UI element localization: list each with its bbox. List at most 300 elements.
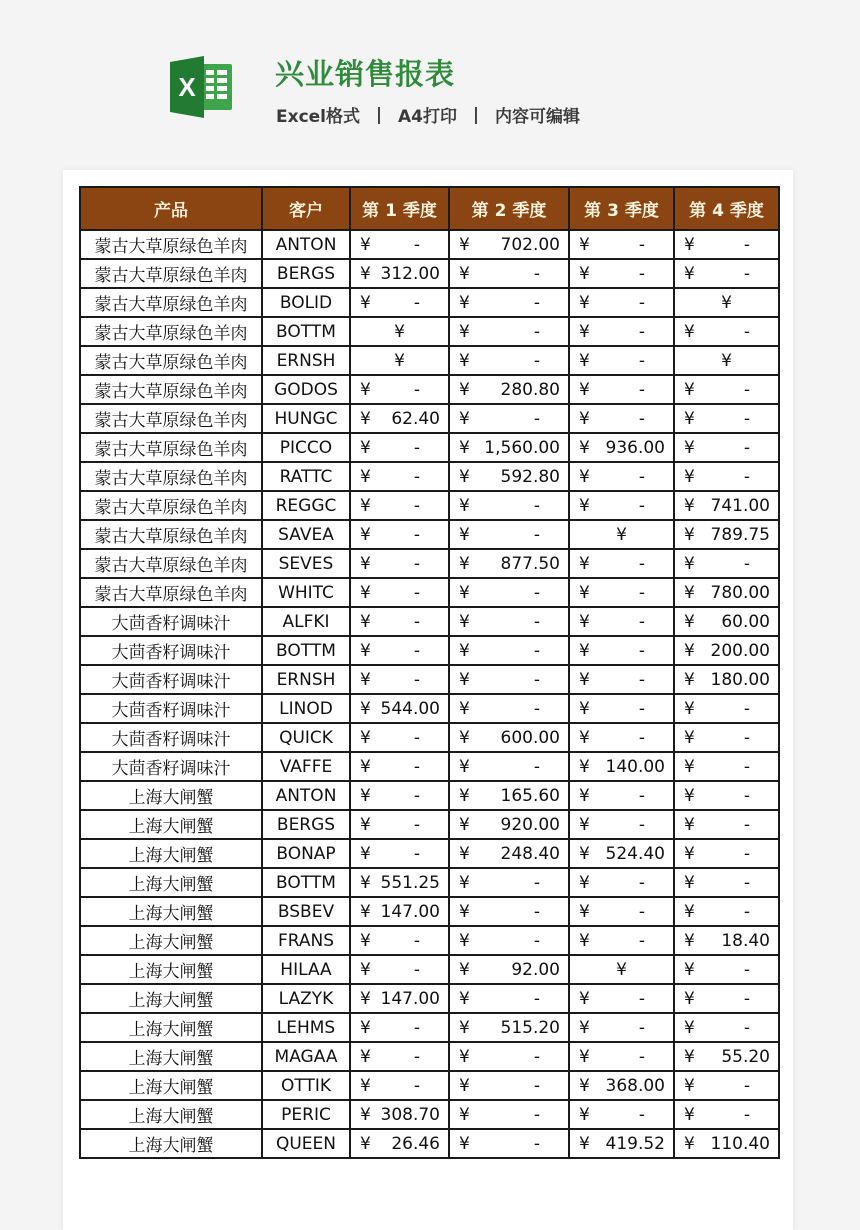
cell-q1[interactable] — [350, 375, 449, 404]
currency-symbol: ¥ — [459, 843, 470, 864]
currency-symbol: ¥ — [459, 988, 470, 1009]
cell-q2[interactable] — [449, 926, 569, 955]
cell-q2[interactable] — [449, 491, 569, 520]
table-row — [80, 607, 779, 636]
cell-customer[interactable]: PICCO — [262, 433, 350, 462]
cell-product[interactable]: 大茴香籽调味汁 — [80, 636, 262, 665]
cell-product[interactable]: 上海大闸蟹 — [80, 810, 262, 839]
cell-q2[interactable] — [449, 433, 569, 462]
cell-q1[interactable] — [350, 868, 449, 897]
cell-q3[interactable] — [569, 868, 674, 897]
column-header-q1[interactable]: 第 1 季度 — [350, 187, 449, 230]
amount-value: - — [413, 1017, 420, 1038]
cell-q3[interactable] — [569, 259, 674, 288]
amount-value: - — [533, 292, 540, 313]
cell-q4[interactable] — [674, 723, 779, 752]
cell-customer[interactable]: BOTTM — [262, 868, 350, 897]
amount-value: - — [638, 727, 645, 748]
currency-symbol: ¥ — [360, 640, 371, 661]
cell-q1[interactable] — [350, 1013, 449, 1042]
cell-q1[interactable] — [350, 607, 449, 636]
column-header-q3[interactable]: 第 3 季度 — [569, 187, 674, 230]
amount-value: 551.25 — [380, 872, 440, 893]
cell-q1[interactable] — [350, 636, 449, 665]
currency-symbol: ¥ — [684, 843, 695, 864]
cell-q3[interactable] — [569, 549, 674, 578]
currency-symbol: ¥ — [394, 321, 405, 342]
cell-q1[interactable] — [350, 926, 449, 955]
cell-q3[interactable] — [569, 1013, 674, 1042]
cell-customer[interactable]: HILAA — [262, 955, 350, 984]
amount-value: - — [413, 1075, 420, 1096]
table-row — [80, 317, 779, 346]
currency-symbol: ¥ — [459, 698, 470, 719]
amount-value: - — [743, 1075, 750, 1096]
cell-q4[interactable] — [674, 520, 779, 549]
cell-q4[interactable] — [674, 694, 779, 723]
cell-customer[interactable]: BONAP — [262, 839, 350, 868]
cell-product[interactable]: 蒙古大草原绿色羊肉 — [80, 230, 262, 259]
cell-q1[interactable] — [350, 259, 449, 288]
cell-q4[interactable] — [674, 1129, 779, 1158]
cell-q3[interactable] — [569, 346, 674, 375]
cell-q1[interactable] — [350, 984, 449, 1013]
currency-symbol: ¥ — [360, 814, 371, 835]
cell-q3[interactable] — [569, 433, 674, 462]
currency-symbol: ¥ — [459, 1075, 470, 1096]
cell-q2[interactable] — [449, 607, 569, 636]
cell-q1[interactable] — [350, 665, 449, 694]
column-header-customer[interactable]: 客户 — [262, 187, 350, 230]
cell-q1[interactable] — [350, 433, 449, 462]
cell-product[interactable]: 蒙古大草原绿色羊肉 — [80, 259, 262, 288]
table-row — [80, 723, 779, 752]
amount-value: - — [533, 930, 540, 951]
amount-value: - — [638, 1104, 645, 1125]
currency-symbol: ¥ — [360, 466, 371, 487]
currency-symbol: ¥ — [459, 640, 470, 661]
cell-q3[interactable] — [569, 230, 674, 259]
cell-customer[interactable]: WHITC — [262, 578, 350, 607]
cell-q2[interactable] — [449, 694, 569, 723]
cell-q3[interactable] — [569, 723, 674, 752]
cell-customer[interactable]: ERNSH — [262, 346, 350, 375]
cell-q2[interactable] — [449, 1013, 569, 1042]
cell-q3[interactable] — [569, 955, 674, 984]
cell-product[interactable]: 大茴香籽调味汁 — [80, 723, 262, 752]
amount-value: - — [533, 350, 540, 371]
amount-value: - — [413, 611, 420, 632]
currency-symbol: ¥ — [579, 1133, 590, 1154]
cell-product[interactable]: 上海大闸蟹 — [80, 984, 262, 1013]
cell-product[interactable]: 上海大闸蟹 — [80, 1100, 262, 1129]
cell-q1[interactable] — [350, 288, 449, 317]
cell-customer[interactable]: BERGS — [262, 810, 350, 839]
amount-value: - — [413, 495, 420, 516]
cell-q3[interactable] — [569, 636, 674, 665]
cell-q2[interactable] — [449, 549, 569, 578]
currency-symbol: ¥ — [459, 930, 470, 951]
cell-customer[interactable]: PERIC — [262, 1100, 350, 1129]
cell-q4[interactable] — [674, 375, 779, 404]
amount-value: 936.00 — [605, 437, 665, 458]
cell-q4[interactable] — [674, 752, 779, 781]
cell-q4[interactable] — [674, 288, 779, 317]
cell-q3[interactable] — [569, 897, 674, 926]
currency-symbol: ¥ — [684, 408, 695, 429]
cell-product[interactable]: 上海大闸蟹 — [80, 1129, 262, 1158]
amount-value: 92.00 — [511, 959, 560, 980]
currency-symbol: ¥ — [360, 408, 371, 429]
cell-product[interactable]: 蒙古大草原绿色羊肉 — [80, 317, 262, 346]
cell-product[interactable]: 上海大闸蟹 — [80, 1071, 262, 1100]
cell-q1[interactable] — [350, 346, 449, 375]
currency-symbol: ¥ — [684, 1075, 695, 1096]
cell-q1[interactable] — [350, 230, 449, 259]
cell-q2[interactable] — [449, 955, 569, 984]
cell-product[interactable]: 蒙古大草原绿色羊肉 — [80, 346, 262, 375]
cell-q2[interactable] — [449, 897, 569, 926]
amount-value: 147.00 — [380, 901, 440, 922]
currency-symbol: ¥ — [616, 959, 627, 980]
currency-symbol: ¥ — [360, 1075, 371, 1096]
cell-q2[interactable] — [449, 462, 569, 491]
cell-q3[interactable] — [569, 1071, 674, 1100]
cell-customer[interactable]: FRANS — [262, 926, 350, 955]
table-row — [80, 230, 779, 259]
currency-symbol: ¥ — [459, 611, 470, 632]
amount-value: - — [413, 669, 420, 690]
currency-symbol: ¥ — [459, 408, 470, 429]
cell-q4[interactable] — [674, 1071, 779, 1100]
cell-customer[interactable]: GODOS — [262, 375, 350, 404]
amount-value: - — [638, 814, 645, 835]
cell-customer[interactable]: MAGAA — [262, 1042, 350, 1071]
cell-product[interactable]: 大茴香籽调味汁 — [80, 607, 262, 636]
cell-q3[interactable] — [569, 288, 674, 317]
cell-product[interactable]: 大茴香籽调味汁 — [80, 752, 262, 781]
cell-product[interactable]: 上海大闸蟹 — [80, 1042, 262, 1071]
cell-product[interactable]: 上海大闸蟹 — [80, 897, 262, 926]
cell-product[interactable]: 上海大闸蟹 — [80, 868, 262, 897]
cell-q2[interactable] — [449, 317, 569, 346]
column-header-product[interactable]: 产品 — [80, 187, 262, 230]
cell-customer[interactable]: BERGS — [262, 259, 350, 288]
currency-symbol: ¥ — [459, 292, 470, 313]
currency-symbol: ¥ — [579, 669, 590, 690]
currency-symbol: ¥ — [721, 350, 732, 371]
cell-q1[interactable] — [350, 1100, 449, 1129]
cell-q1[interactable] — [350, 317, 449, 346]
currency-symbol: ¥ — [360, 379, 371, 400]
currency-symbol: ¥ — [360, 901, 371, 922]
currency-symbol: ¥ — [394, 350, 405, 371]
cell-q1[interactable] — [350, 404, 449, 433]
table-header-row — [80, 187, 779, 230]
cell-q3[interactable] — [569, 665, 674, 694]
currency-symbol: ¥ — [684, 1046, 695, 1067]
cell-q3[interactable] — [569, 839, 674, 868]
subtitle-separator: | — [375, 104, 383, 125]
cell-product[interactable]: 上海大闸蟹 — [80, 781, 262, 810]
table-row — [80, 636, 779, 665]
cell-product[interactable]: 蒙古大草原绿色羊肉 — [80, 549, 262, 578]
cell-customer[interactable]: ERNSH — [262, 665, 350, 694]
cell-customer[interactable]: HUNGC — [262, 404, 350, 433]
currency-symbol: ¥ — [360, 437, 371, 458]
cell-product[interactable]: 大茴香籽调味汁 — [80, 694, 262, 723]
cell-product[interactable]: 大茴香籽调味汁 — [80, 665, 262, 694]
amount-value: - — [743, 379, 750, 400]
currency-symbol: ¥ — [459, 379, 470, 400]
cell-product[interactable]: 上海大闸蟹 — [80, 839, 262, 868]
cell-q3[interactable] — [569, 984, 674, 1013]
amount-value: - — [743, 234, 750, 255]
amount-value: 110.40 — [710, 1133, 770, 1154]
cell-q3[interactable] — [569, 1100, 674, 1129]
amount-value: - — [743, 1017, 750, 1038]
cell-customer[interactable]: LAZYK — [262, 984, 350, 1013]
table-row — [80, 897, 779, 926]
currency-symbol: ¥ — [459, 1046, 470, 1067]
cell-q1[interactable] — [350, 491, 449, 520]
cell-q2[interactable] — [449, 868, 569, 897]
cell-q1[interactable] — [350, 810, 449, 839]
cell-q1[interactable] — [350, 723, 449, 752]
currency-symbol: ¥ — [360, 959, 371, 980]
cell-q4[interactable] — [674, 607, 779, 636]
amount-value: - — [533, 263, 540, 284]
currency-symbol: ¥ — [579, 234, 590, 255]
currency-symbol: ¥ — [579, 988, 590, 1009]
currency-symbol: ¥ — [684, 959, 695, 980]
cell-q3[interactable] — [569, 926, 674, 955]
sales-table — [79, 186, 780, 1159]
amount-value: 280.80 — [500, 379, 560, 400]
cell-q3[interactable] — [569, 462, 674, 491]
cell-customer[interactable]: QUICK — [262, 723, 350, 752]
column-header-q4[interactable]: 第 4 季度 — [674, 187, 779, 230]
cell-q1[interactable] — [350, 549, 449, 578]
cell-q4[interactable] — [674, 1013, 779, 1042]
cell-q2[interactable] — [449, 752, 569, 781]
amount-value: - — [413, 466, 420, 487]
cell-product[interactable]: 蒙古大草原绿色羊肉 — [80, 520, 262, 549]
cell-q1[interactable] — [350, 1042, 449, 1071]
table-row — [80, 694, 779, 723]
currency-symbol: ¥ — [459, 466, 470, 487]
cell-q1[interactable] — [350, 462, 449, 491]
cell-q1[interactable] — [350, 752, 449, 781]
cell-customer[interactable]: QUEEN — [262, 1129, 350, 1158]
cell-product[interactable]: 蒙古大草原绿色羊肉 — [80, 288, 262, 317]
cell-q2[interactable] — [449, 346, 569, 375]
table-row — [80, 578, 779, 607]
cell-q3[interactable] — [569, 520, 674, 549]
cell-q3[interactable] — [569, 317, 674, 346]
cell-q1[interactable] — [350, 955, 449, 984]
cell-q3[interactable] — [569, 694, 674, 723]
cell-q4[interactable] — [674, 549, 779, 578]
currency-symbol: ¥ — [579, 698, 590, 719]
amount-value: - — [413, 930, 420, 951]
cell-q2[interactable] — [449, 404, 569, 433]
cell-customer[interactable]: BOTTM — [262, 636, 350, 665]
currency-symbol: ¥ — [360, 843, 371, 864]
cell-customer[interactable]: ALFKI — [262, 607, 350, 636]
cell-q2[interactable] — [449, 665, 569, 694]
cell-q4[interactable] — [674, 578, 779, 607]
cell-customer[interactable]: ANTON — [262, 781, 350, 810]
cell-product[interactable]: 蒙古大草原绿色羊肉 — [80, 462, 262, 491]
currency-symbol: ¥ — [684, 495, 695, 516]
currency-symbol: ¥ — [459, 234, 470, 255]
currency-symbol: ¥ — [579, 582, 590, 603]
amount-value: 312.00 — [380, 263, 440, 284]
currency-symbol: ¥ — [579, 466, 590, 487]
cell-customer[interactable]: LINOD — [262, 694, 350, 723]
cell-q4[interactable] — [674, 810, 779, 839]
cell-q2[interactable] — [449, 636, 569, 665]
cell-q2[interactable] — [449, 723, 569, 752]
cell-product[interactable]: 蒙古大草原绿色羊肉 — [80, 404, 262, 433]
cell-q4[interactable] — [674, 433, 779, 462]
cell-q1[interactable] — [350, 1071, 449, 1100]
cell-product[interactable]: 上海大闸蟹 — [80, 955, 262, 984]
cell-q2[interactable] — [449, 520, 569, 549]
currency-symbol: ¥ — [684, 379, 695, 400]
cell-customer[interactable]: VAFFE — [262, 752, 350, 781]
amount-value: - — [413, 756, 420, 777]
cell-q2[interactable] — [449, 984, 569, 1013]
cell-q2[interactable] — [449, 578, 569, 607]
table-row — [80, 665, 779, 694]
cell-customer[interactable]: REGGC — [262, 491, 350, 520]
cell-q2[interactable] — [449, 1071, 569, 1100]
cell-customer[interactable]: LEHMS — [262, 1013, 350, 1042]
currency-symbol: ¥ — [579, 930, 590, 951]
amount-value: - — [638, 466, 645, 487]
cell-q4[interactable] — [674, 317, 779, 346]
cell-q2[interactable] — [449, 839, 569, 868]
cell-q4[interactable] — [674, 1100, 779, 1129]
cell-q4[interactable] — [674, 926, 779, 955]
cell-customer[interactable]: BSBEV — [262, 897, 350, 926]
amount-value: 524.40 — [605, 843, 665, 864]
cell-q2[interactable] — [449, 375, 569, 404]
cell-product[interactable]: 蒙古大草原绿色羊肉 — [80, 433, 262, 462]
cell-q3[interactable] — [569, 1042, 674, 1071]
cell-q3[interactable] — [569, 375, 674, 404]
cell-q2[interactable] — [449, 288, 569, 317]
cell-q2[interactable] — [449, 781, 569, 810]
cell-q2[interactable] — [449, 810, 569, 839]
cell-q4[interactable] — [674, 230, 779, 259]
cell-q3[interactable] — [569, 404, 674, 433]
cell-q4[interactable] — [674, 462, 779, 491]
cell-q1[interactable] — [350, 578, 449, 607]
currency-symbol: ¥ — [579, 1075, 590, 1096]
cell-q3[interactable] — [569, 752, 674, 781]
cell-product[interactable]: 蒙古大草原绿色羊肉 — [80, 578, 262, 607]
cell-q4[interactable] — [674, 839, 779, 868]
cell-q4[interactable] — [674, 868, 779, 897]
cell-customer[interactable]: SEVES — [262, 549, 350, 578]
cell-product[interactable]: 上海大闸蟹 — [80, 1013, 262, 1042]
cell-customer[interactable]: SAVEA — [262, 520, 350, 549]
cell-q2[interactable] — [449, 259, 569, 288]
currency-symbol: ¥ — [360, 930, 371, 951]
cell-q4[interactable] — [674, 636, 779, 665]
cell-q4[interactable] — [674, 259, 779, 288]
cell-q4[interactable] — [674, 491, 779, 520]
cell-product[interactable]: 蒙古大草原绿色羊肉 — [80, 491, 262, 520]
cell-q4[interactable] — [674, 1042, 779, 1071]
amount-value: - — [413, 234, 420, 255]
cell-customer[interactable]: OTTIK — [262, 1071, 350, 1100]
cell-q1[interactable] — [350, 781, 449, 810]
cell-q4[interactable] — [674, 984, 779, 1013]
currency-symbol: ¥ — [360, 1104, 371, 1125]
amount-value: - — [743, 553, 750, 574]
cell-q3[interactable] — [569, 578, 674, 607]
amount-value: 165.60 — [500, 785, 560, 806]
cell-q3[interactable] — [569, 781, 674, 810]
cell-q2[interactable] — [449, 1042, 569, 1071]
cell-q1[interactable] — [350, 897, 449, 926]
cell-customer[interactable]: BOLID — [262, 288, 350, 317]
cell-customer[interactable]: RATTC — [262, 462, 350, 491]
currency-symbol: ¥ — [684, 234, 695, 255]
currency-symbol: ¥ — [579, 814, 590, 835]
currency-symbol: ¥ — [459, 669, 470, 690]
currency-symbol: ¥ — [684, 553, 695, 574]
currency-symbol: ¥ — [684, 785, 695, 806]
amount-value: - — [638, 785, 645, 806]
cell-customer[interactable]: BOTTM — [262, 317, 350, 346]
cell-q3[interactable] — [569, 491, 674, 520]
currency-symbol: ¥ — [579, 901, 590, 922]
table-row — [80, 491, 779, 520]
cell-q3[interactable] — [569, 1129, 674, 1158]
cell-q1[interactable] — [350, 839, 449, 868]
cell-customer[interactable]: ANTON — [262, 230, 350, 259]
cell-q1[interactable] — [350, 1129, 449, 1158]
cell-product[interactable]: 蒙古大草原绿色羊肉 — [80, 375, 262, 404]
currency-symbol: ¥ — [360, 785, 371, 806]
cell-q4[interactable] — [674, 665, 779, 694]
cell-q3[interactable] — [569, 810, 674, 839]
amount-value: - — [413, 785, 420, 806]
cell-product[interactable]: 上海大闸蟹 — [80, 926, 262, 955]
cell-q4[interactable] — [674, 955, 779, 984]
cell-q3[interactable] — [569, 607, 674, 636]
table-row — [80, 549, 779, 578]
currency-symbol: ¥ — [360, 698, 371, 719]
cell-q4[interactable] — [674, 781, 779, 810]
cell-q4[interactable] — [674, 346, 779, 375]
cell-q4[interactable] — [674, 404, 779, 433]
cell-q2[interactable] — [449, 230, 569, 259]
column-header-q2[interactable]: 第 2 季度 — [449, 187, 569, 230]
cell-q1[interactable] — [350, 694, 449, 723]
amount-value: 789.75 — [710, 524, 770, 545]
cell-q2[interactable] — [449, 1100, 569, 1129]
amount-value: - — [743, 321, 750, 342]
cell-q4[interactable] — [674, 897, 779, 926]
cell-q2[interactable] — [449, 1129, 569, 1158]
cell-q1[interactable] — [350, 520, 449, 549]
